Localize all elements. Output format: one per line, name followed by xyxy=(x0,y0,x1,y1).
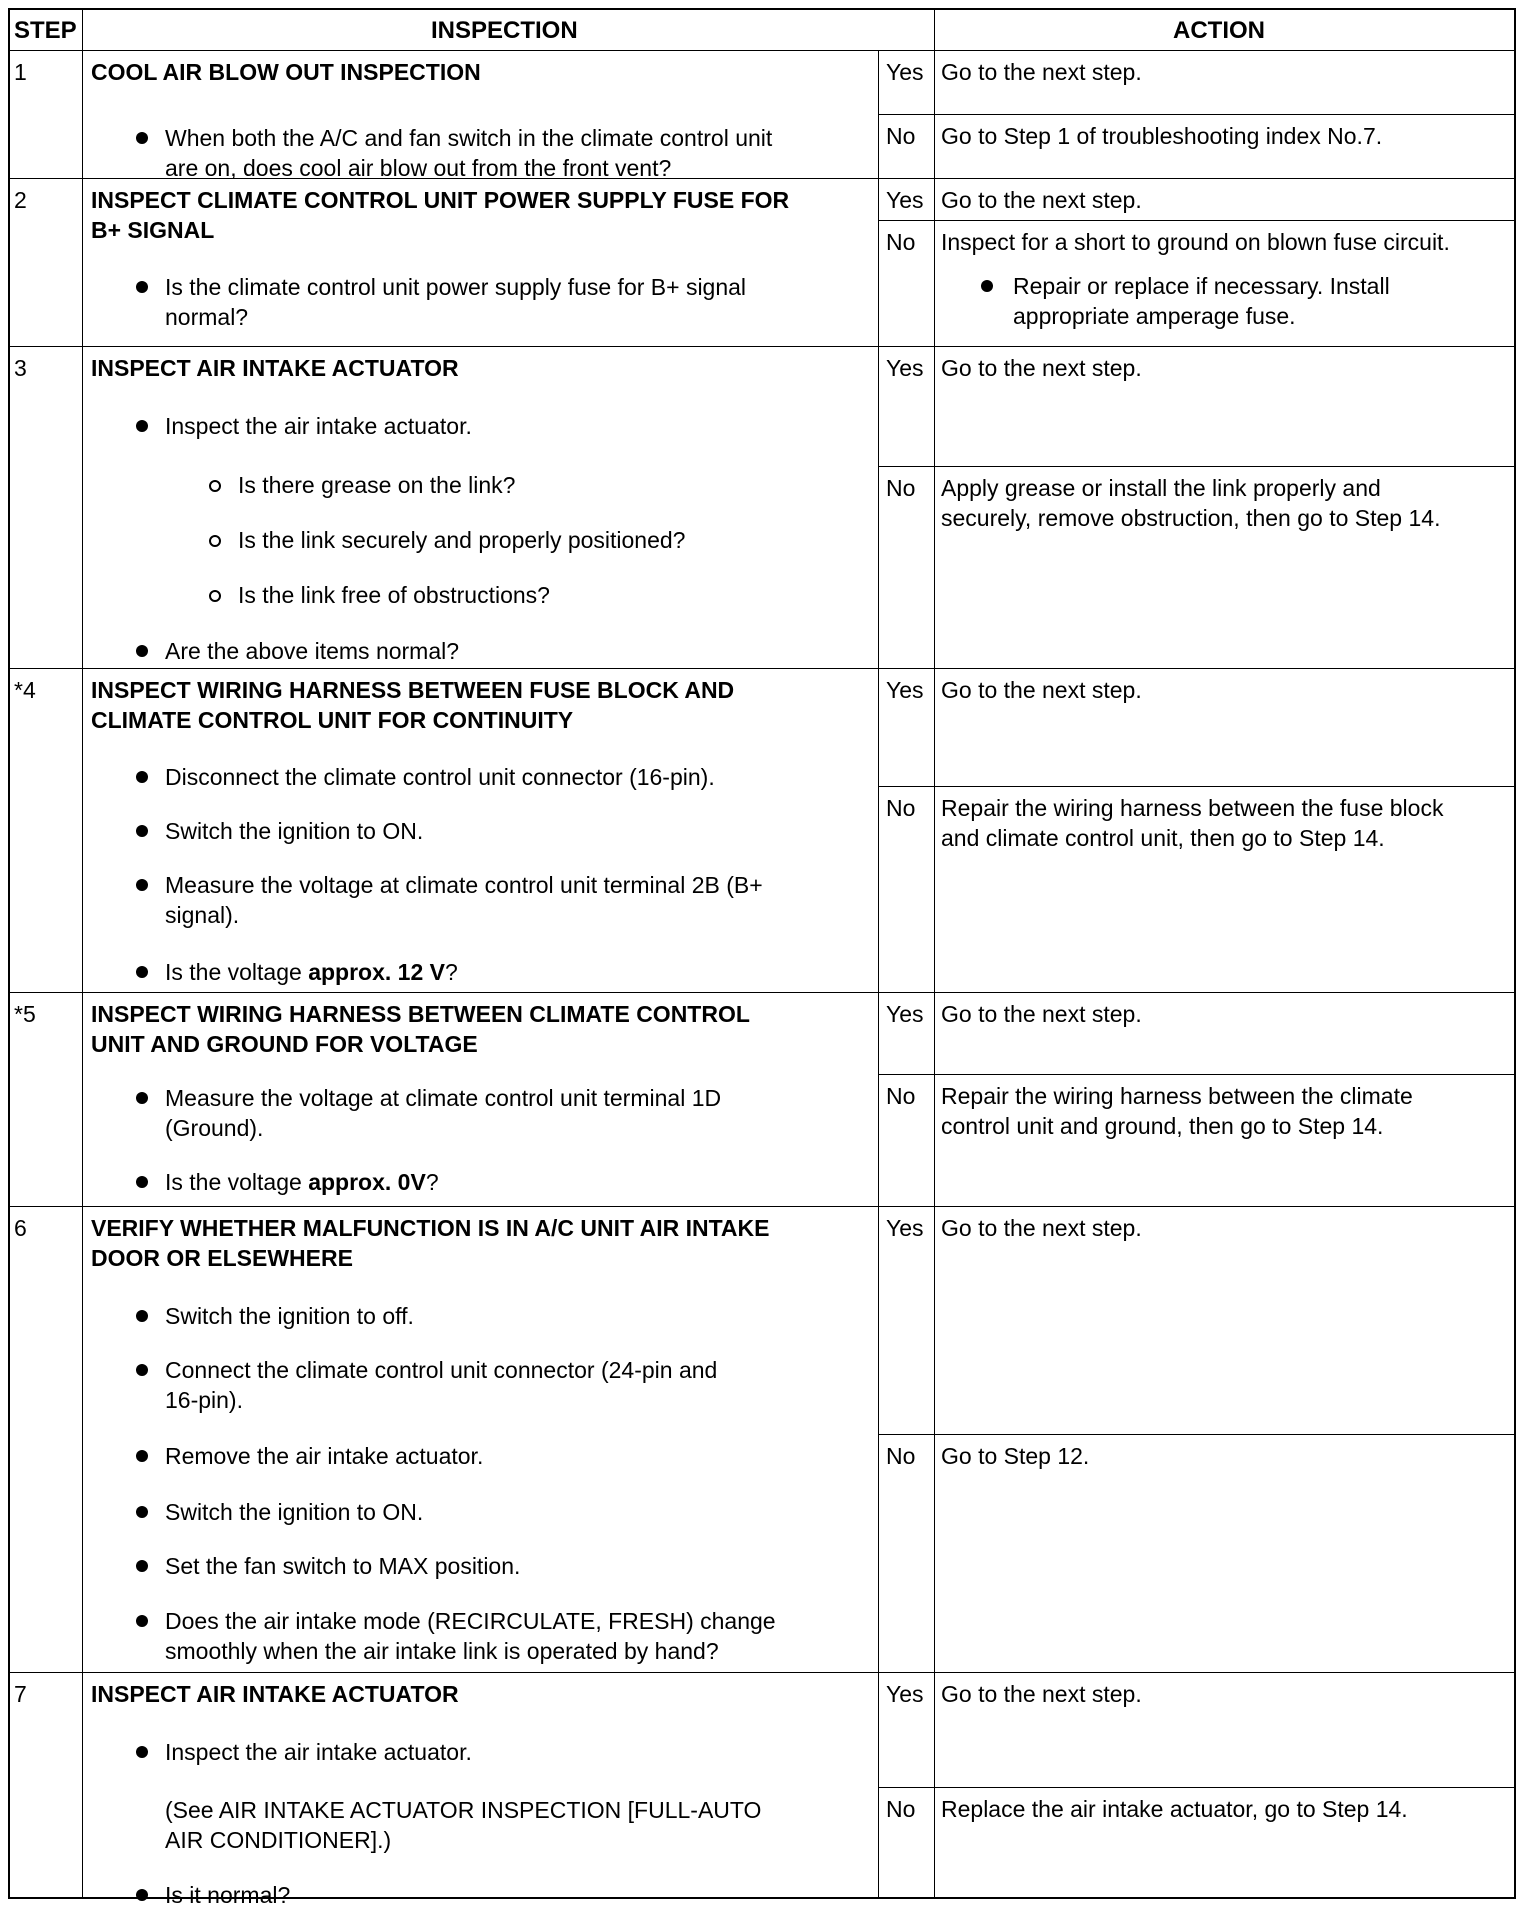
step-number: *5 xyxy=(14,1001,36,1027)
check-item xyxy=(165,1441,483,1471)
yes-label: Yes xyxy=(886,355,924,381)
answer-divider xyxy=(878,1434,1514,1435)
check-item-text: Is the voltage xyxy=(165,1169,309,1195)
yes-action: Go to the next step. xyxy=(941,1001,1142,1027)
check-item-text: (See AIR INTAKE ACTUATOR INSPECTION [FULL-AUTO xyxy=(165,1797,762,1823)
check-item xyxy=(165,1113,263,1143)
check-item-text: Are the above items normal? xyxy=(165,638,460,664)
no-label: No xyxy=(886,795,916,821)
sub-check-item xyxy=(238,580,550,610)
header-action: ACTION xyxy=(1173,17,1265,44)
check-item-text: Is the link free of obstructions? xyxy=(238,582,550,608)
step-title: DOOR OR ELSEWHERE xyxy=(91,1245,353,1271)
row-divider xyxy=(10,1672,1514,1673)
bullet-icon xyxy=(136,281,148,293)
no-action: Go to Step 1 of troubleshooting index No.7. xyxy=(941,123,1383,149)
answer-divider xyxy=(878,220,1514,221)
check-item-text: smoothly when the air intake link is operated by hand? xyxy=(165,1638,719,1664)
spec-value: approx. 0V xyxy=(308,1169,426,1195)
yes-label: Yes xyxy=(886,59,924,85)
check-item xyxy=(165,636,459,666)
check-item xyxy=(165,1606,776,1636)
step-title: UNIT AND GROUND FOR VOLTAGE xyxy=(91,1031,478,1057)
step-title: INSPECT AIR INTAKE ACTUATOR xyxy=(91,355,459,381)
column-divider-answer xyxy=(878,50,879,1897)
no-action: Repair the wiring harness between the climate xyxy=(941,1083,1413,1109)
check-item xyxy=(165,411,472,441)
check-item xyxy=(165,870,763,900)
bullet-icon xyxy=(136,132,148,144)
header-inspection: INSPECTION xyxy=(431,17,578,44)
check-item-text: are on, does cool air blow out from the front vent? xyxy=(165,155,672,181)
answer-divider xyxy=(878,786,1514,787)
check-item xyxy=(165,957,458,987)
check-item xyxy=(165,816,423,846)
check-item xyxy=(165,1355,717,1385)
answer-divider xyxy=(878,466,1514,467)
check-item-suffix: ? xyxy=(425,1169,439,1195)
step-title: CLIMATE CONTROL UNIT FOR CONTINUITY xyxy=(91,707,574,733)
check-item xyxy=(165,302,248,332)
step-title: INSPECT WIRING HARNESS BETWEEN CLIMATE CONTROL xyxy=(91,1001,750,1027)
check-item-text: Does the air intake mode (RECIRCULATE, FRESH) change xyxy=(165,1608,776,1634)
check-item xyxy=(165,123,772,153)
bullet-icon xyxy=(136,1506,148,1518)
yes-label: Yes xyxy=(886,1215,924,1241)
bullet-icon xyxy=(136,1092,148,1104)
row-divider xyxy=(10,668,1514,669)
bullet-icon xyxy=(981,280,993,292)
answer-divider xyxy=(878,114,1514,115)
no-action: Inspect for a short to ground on blown fuse circuit. xyxy=(941,229,1450,255)
bullet-icon xyxy=(136,1889,148,1901)
step-title: COOL AIR BLOW OUT INSPECTION xyxy=(91,59,481,85)
bullet-icon xyxy=(136,825,148,837)
check-item xyxy=(165,1825,391,1855)
check-item-text: Inspect the air intake actuator. xyxy=(165,413,472,439)
check-item xyxy=(165,1795,761,1825)
yes-action: Go to the next step. xyxy=(941,1681,1142,1707)
yes-label: Yes xyxy=(886,1681,924,1707)
row-divider xyxy=(10,1206,1514,1207)
check-item xyxy=(165,1497,423,1527)
check-item xyxy=(165,1083,721,1113)
check-item-text: normal? xyxy=(165,304,249,330)
check-item-text: Switch the ignition to ON. xyxy=(165,1499,424,1525)
step-number: 7 xyxy=(14,1681,27,1707)
hollow-bullet-icon xyxy=(209,590,221,602)
no-label: No xyxy=(886,475,916,501)
bullet-icon xyxy=(136,645,148,657)
bullet-icon xyxy=(136,1615,148,1627)
step-number: 2 xyxy=(14,187,27,213)
check-item xyxy=(165,1385,243,1415)
check-item xyxy=(165,1737,472,1767)
no-action: control unit and ground, then go to Step 14. xyxy=(941,1113,1384,1139)
yes-label: Yes xyxy=(886,1001,924,1027)
header-step: STEP xyxy=(14,17,77,44)
no-action-detail: appropriate amperage fuse. xyxy=(1013,303,1296,329)
check-item-text: Disconnect the climate control unit connector (16-pin). xyxy=(165,764,715,790)
column-divider-action xyxy=(934,10,935,1897)
no-action: Repair the wiring harness between the fuse block xyxy=(941,795,1444,821)
step-title: VERIFY WHETHER MALFUNCTION IS IN A/C UNIT AIR INTAKE xyxy=(91,1215,770,1241)
no-action: and climate control unit, then go to Step 14. xyxy=(941,825,1385,851)
check-item-text: Is there grease on the link? xyxy=(238,472,516,498)
check-item-text: Is the voltage xyxy=(165,959,309,985)
check-item-text: Switch the ignition to off. xyxy=(165,1303,414,1329)
answer-divider xyxy=(878,1787,1514,1788)
hollow-bullet-icon xyxy=(209,535,221,547)
step-number: 3 xyxy=(14,355,27,381)
no-action-detail: Repair or replace if necessary. Install xyxy=(1013,273,1390,299)
header-divider xyxy=(10,50,1514,51)
no-label: No xyxy=(886,123,916,149)
row-divider xyxy=(10,992,1514,993)
check-item-text: Connect the climate control unit connector (24-pin and xyxy=(165,1357,718,1383)
step-title: B+ SIGNAL xyxy=(91,217,215,243)
check-item-text: Switch the ignition to ON. xyxy=(165,818,424,844)
step-number: 6 xyxy=(14,1215,27,1241)
hollow-bullet-icon xyxy=(209,480,221,492)
no-label: No xyxy=(886,229,916,255)
row-divider xyxy=(10,346,1514,347)
bullet-icon xyxy=(136,966,148,978)
no-action: Go to Step 12. xyxy=(941,1443,1090,1469)
step-title: INSPECT CLIMATE CONTROL UNIT POWER SUPPLY FUSE FOR xyxy=(91,187,790,213)
no-action: Apply grease or install the link properly and xyxy=(941,475,1381,501)
sub-check-item xyxy=(238,525,685,555)
column-divider-step xyxy=(82,10,83,1897)
sub-check-item xyxy=(238,470,515,500)
step-number: *4 xyxy=(14,677,36,703)
check-item xyxy=(165,1551,520,1581)
troubleshooting-table xyxy=(8,8,1516,1908)
yes-label: Yes xyxy=(886,677,924,703)
step-title: INSPECT WIRING HARNESS BETWEEN FUSE BLOCK AND xyxy=(91,677,735,703)
yes-action: Go to the next step. xyxy=(941,355,1142,381)
bullet-icon xyxy=(136,1560,148,1572)
spec-value: approx. 12 V xyxy=(308,959,445,985)
check-item xyxy=(165,153,671,183)
no-label: No xyxy=(886,1083,916,1109)
no-label: No xyxy=(886,1443,916,1469)
check-item-text: (Ground). xyxy=(165,1115,264,1141)
bullet-icon xyxy=(136,1364,148,1376)
check-item xyxy=(165,1167,439,1197)
no-action: securely, remove obstruction, then go to Step 14. xyxy=(941,505,1441,531)
bullet-icon xyxy=(136,1310,148,1322)
yes-action: Go to the next step. xyxy=(941,59,1142,85)
no-label: No xyxy=(886,1796,916,1822)
bullet-icon xyxy=(136,771,148,783)
answer-divider xyxy=(878,1074,1514,1075)
bullet-icon xyxy=(136,1746,148,1758)
check-item-text: AIR CONDITIONER].) xyxy=(165,1827,392,1853)
check-item-text: Remove the air intake actuator. xyxy=(165,1443,484,1469)
check-item xyxy=(165,900,239,930)
bullet-icon xyxy=(136,1176,148,1188)
bullet-icon xyxy=(136,1450,148,1462)
bullet-icon xyxy=(136,879,148,891)
check-item-text: When both the A/C and fan switch in the climate control unit xyxy=(165,125,773,151)
check-item xyxy=(165,1880,290,1910)
check-item xyxy=(165,272,746,302)
check-item-text: Measure the voltage at climate control unit terminal 2B (B+ xyxy=(165,872,763,898)
check-item xyxy=(165,1301,414,1331)
check-item-text: signal). xyxy=(165,902,240,928)
check-item-text: Is it normal? xyxy=(165,1882,291,1908)
yes-action: Go to the next step. xyxy=(941,187,1142,213)
yes-action: Go to the next step. xyxy=(941,677,1142,703)
step-number: 1 xyxy=(14,59,27,85)
check-item xyxy=(165,1636,719,1666)
step-title: INSPECT AIR INTAKE ACTUATOR xyxy=(91,1681,459,1707)
check-item-text: Is the climate control unit power supply fuse for B+ signal xyxy=(165,274,747,300)
check-item-text: Inspect the air intake actuator. xyxy=(165,1739,472,1765)
bullet-icon xyxy=(136,420,148,432)
yes-action: Go to the next step. xyxy=(941,1215,1142,1241)
no-action: Replace the air intake actuator, go to Step 14. xyxy=(941,1796,1408,1822)
check-item xyxy=(165,762,715,792)
check-item-text: Is the link securely and properly positioned? xyxy=(238,527,686,553)
check-item-suffix: ? xyxy=(444,959,458,985)
check-item-text: Set the fan switch to MAX position. xyxy=(165,1553,521,1579)
yes-label: Yes xyxy=(886,187,924,213)
check-item-text: Measure the voltage at climate control unit terminal 1D xyxy=(165,1085,722,1111)
check-item-text: 16-pin). xyxy=(165,1387,243,1413)
